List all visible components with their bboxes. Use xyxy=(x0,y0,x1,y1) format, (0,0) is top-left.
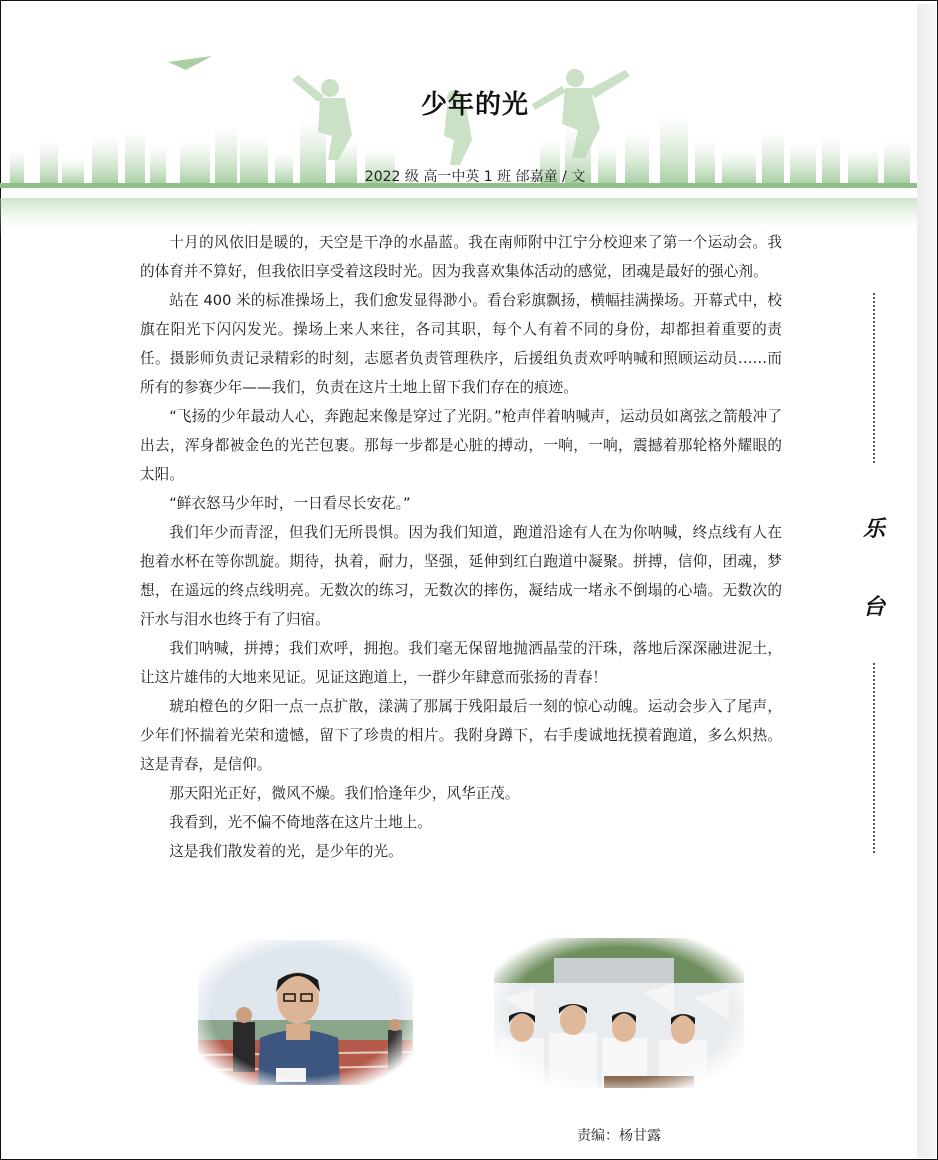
dotted-divider-bottom xyxy=(873,663,875,853)
dotted-divider-top xyxy=(873,293,875,463)
column-label-top: 乐 xyxy=(862,516,885,542)
article-body xyxy=(140,228,782,866)
paragraph: 这是我们散发着的光，是少年的光。 xyxy=(169,843,403,860)
paragraph: 我们呐喊，拼搏；我们欢呼，拥抱。我们毫无保留地抛洒晶莹的汗珠，落地后深深融进泥土，让这片雄伟的大地来见证。见证这跑道上，一群少年肆意而张扬的青春！ xyxy=(140,640,782,686)
paragraph: 我们年少而青涩，但我们无所畏惧。因为我们知道，跑道沿途有人在为你呐喊，终点线有人在抱着水杯在等你凯旋。期待，执着，耐力，坚强，延伸到红白跑道中凝聚。拼搏，信仰，团魂，梦想，在遥远的终点线明亮。无数次的练习，无数次的摔伤，凝结成一堵永不倒塌的心墙。无数次的汗水与泪水也终于有了归宿。 xyxy=(140,524,782,628)
header-banner xyxy=(0,40,917,260)
author-byline: 2022 级 高一中英 1 班 邰嘉童 / 文 xyxy=(364,169,586,185)
paragraph: “飞扬的少年最动人心，奔跑起来像是穿过了光阴。”枪声伴着呐喊声，运动员如离弦之箭般冲了出去，浑身都被金色的光芒包裹。那每一步都是心脏的搏动，一响，一响，震撼着那轮格外耀眼的太阳。 xyxy=(140,408,782,483)
paragraph: 站在 400 米的标准操场上，我们愈发显得渺小。看台彩旗飘扬，横幅挂满操场。开幕式中，校旗在阳光下闪闪发光。操场上来人来往，各司其职，每个人有着不同的身份，却都担着重要的责任。摄影师负责记录精彩的时刻，志愿者负责管理秩序，后援组负责欢呼呐喊和照顾运动员……而所有的参赛少年——我们，负责在这片土地上留下我们存在的痕迹。 xyxy=(140,292,782,396)
photo-student-on-track xyxy=(198,940,413,1085)
paragraph: 十月的风依旧是暖的，天空是干净的水晶蓝。我在南师附中江宁分校迎来了第一个运动会。我的体育并不算好，但我依旧享受着这段时光。因为我喜欢集体活动的感觉，团魂是最好的强心剂。 xyxy=(140,234,782,280)
paragraph: 那天阳光正好，微风不燥。我们恰逢年少，风华正茂。 xyxy=(169,785,520,802)
paragraph: “鲜衣怒马少年时，一日看尽长安花。” xyxy=(169,495,411,512)
editor-credit: 责编：杨甘露 xyxy=(577,1128,661,1144)
column-label-bottom: 台 xyxy=(862,594,885,620)
photo-student-image xyxy=(198,940,413,1085)
article-title: 少年的光 xyxy=(420,90,529,120)
photo-students-ceremony xyxy=(494,938,744,1088)
paragraph: 我看到，光不偏不倚地落在这片土地上。 xyxy=(169,814,432,831)
photo-ceremony-image xyxy=(494,938,744,1088)
city-skyline-illustration xyxy=(0,40,917,260)
paragraph: 琥珀橙色的夕阳一点一点扩散，漾满了那属于残阳最后一刻的惊心动魄。运动会步入了尾声，少年们怀揣着光荣和遗憾，留下了珍贵的相片。我附身蹲下，右手虔诚地抚摸着跑道，多么炽热。这是青春，是信仰。 xyxy=(140,698,782,773)
